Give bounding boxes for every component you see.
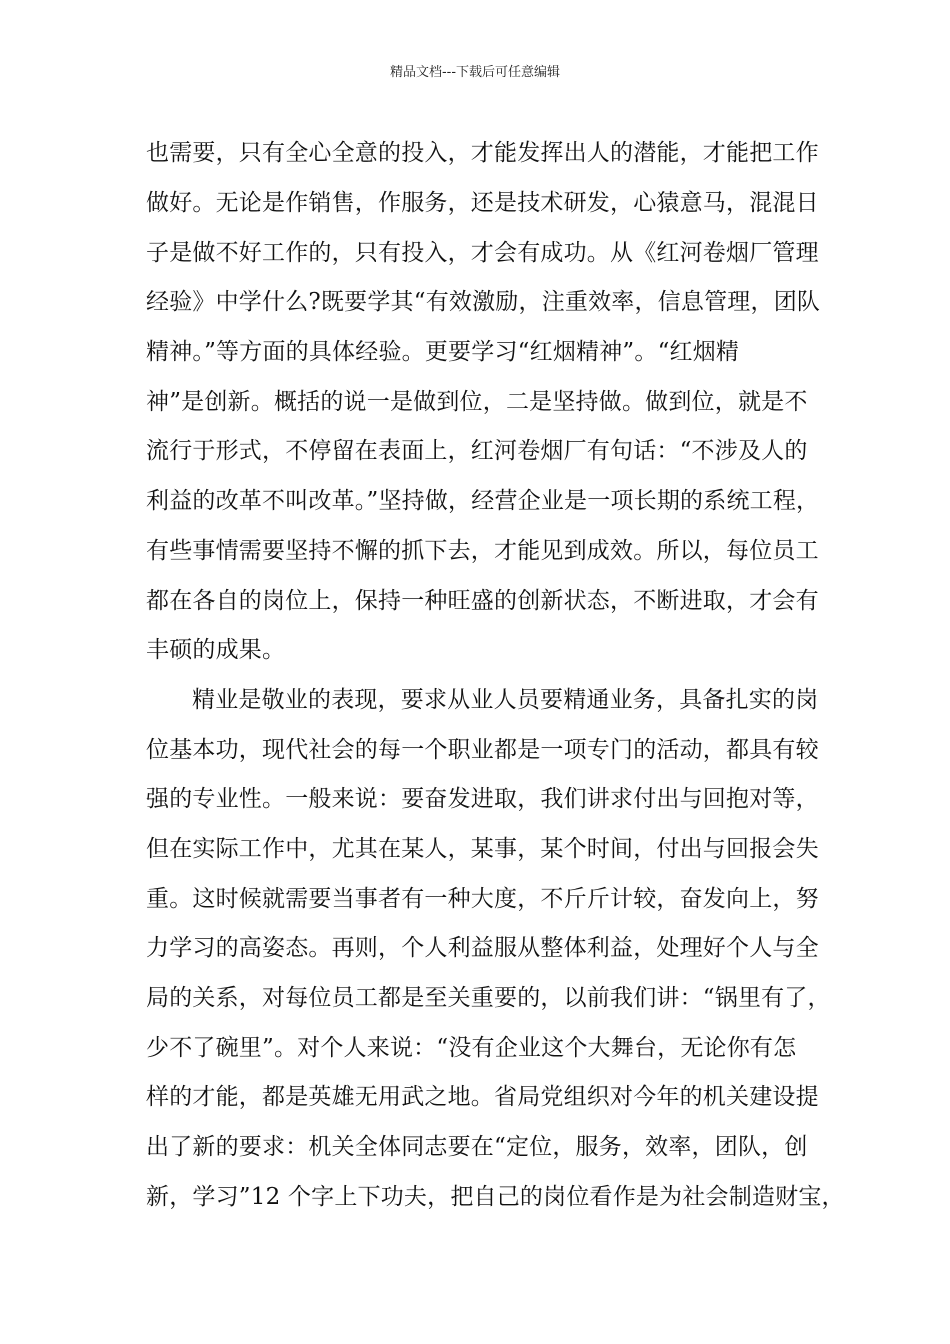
body-line: 局的关系，对每位员工都是至关重要的，以前我们讲：“锅里有了， [146,985,831,1011]
body-line: 丰硕的成果。 [146,637,286,663]
body-line: 也需要，只有全心全意的投入，才能发挥出人的潜能，才能把工作 [146,140,819,166]
body-line: 有些事情需要坚持不懈的抓下去，才能见到成效。所以，每位员工 [146,538,819,564]
body-line: 力学习的高姿态。再则，个人利益服从整体利益，处理好个人与全 [146,935,819,961]
body-line: 子是做不好工作的，只有投入，才会有成功。从《红河卷烟厂管理 [146,240,819,266]
body-line: 利益的改革不叫改革。”坚持做，经营企业是一项长期的系统工程， [146,488,820,514]
body-line: 出了新的要求：机关全体同志要在“定位，服务，效率，团队，创 [146,1134,808,1160]
body-line: 精神。”等方面的具体经验。更要学习“红烟精神”。“红烟精 [146,339,740,365]
body-line: 神”是创新。概括的说一是做到位，二是坚持做。做到位，就是不 [146,389,808,415]
body-line: 但在实际工作中，尤其在某人，某事，某个时间，付出与回报会失 [146,836,819,862]
body-line: 强的专业性。一般来说：要奋发进取，我们讲求付出与回抱对等， [146,786,819,812]
paragraph-first-line: 精业是敬业的表现，要求从业人员要精通业务，具备扎实的岗 [192,687,819,713]
body-line: 位基本功，现代社会的每一个职业都是一项专门的活动，都具有较 [146,737,819,763]
body-line: 样的才能，都是英雄无用武之地。省局党组织对今年的机关建设提 [146,1084,819,1110]
body-line: 做好。无论是作销售，作服务，还是技术研发，心猿意马，混混日 [146,190,819,216]
body-line: 流行于形式，不停留在表面上，红河卷烟厂有句话：“不涉及人的 [146,438,808,464]
body-line: 新，学习”12 个字上下功夫，把自己的岗位看作是为社会制造财宝， [146,1184,845,1210]
body-line: 经验》中学什么?既要学其“有效激励，注重效率，信息管理，团队 [146,289,821,315]
body-line: 少不了碗里”。对个人来说：“没有企业这个大舞台，无论你有怎 [146,1035,797,1061]
body-line: 重。这时候就需要当事者有一种大度，不斤斤计较，奋发向上，努 [146,886,819,912]
body-line: 都在各自的岗位上，保持一种旺盛的创新状态，不断进取，才会有 [146,588,819,614]
page-header: 精品文档---下载后可任意编辑 [389,65,561,80]
